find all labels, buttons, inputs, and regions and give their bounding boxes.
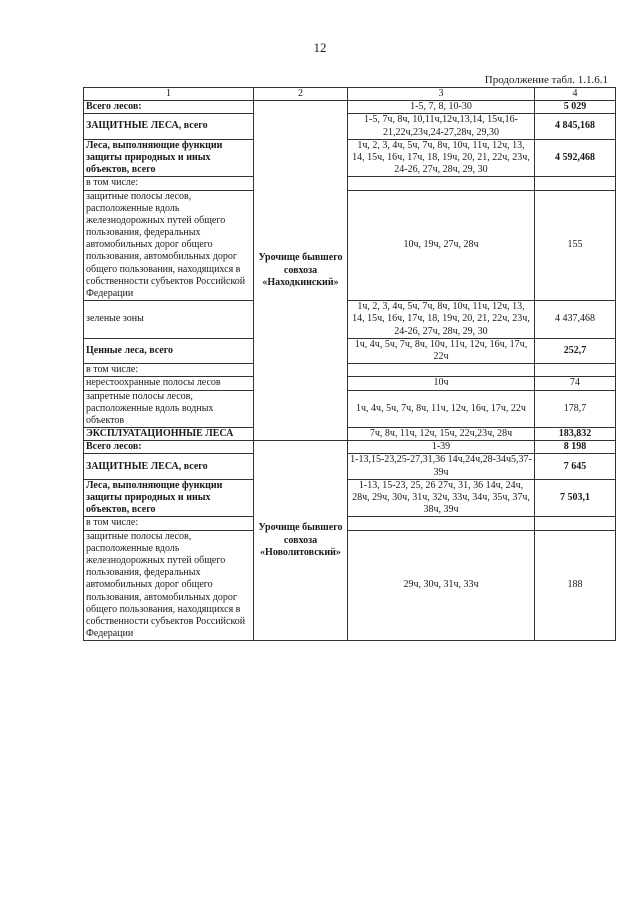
- quarters-cell: 29ч, 30ч, 31ч, 33ч: [348, 530, 535, 641]
- forest-category-cell: Ценные леса, всего: [84, 338, 254, 363]
- area-cell: 178,7: [535, 390, 616, 428]
- quarters-cell: 1ч, 4ч, 5ч, 7ч, 8ч, 10ч, 11ч, 12ч, 16ч, 17ч, 22ч: [348, 338, 535, 363]
- table-row: [84, 301, 616, 339]
- forest-category-cell: защитные полосы лесов, расположенные вдоль железнодорожных путей общего пользования, федеральных автомобильных дорог общего пользования, автомобильных дорог общего пользования, находящихся в собственности субъектов Российской Федерации: [84, 530, 254, 641]
- quarters-cell: [348, 517, 535, 530]
- area-cell: [535, 177, 616, 190]
- quarters-cell: 10ч, 19ч, 27ч, 28ч: [348, 190, 535, 301]
- quarters-cell: 1ч, 2, 3, 4ч, 5ч, 7ч, 8ч, 10ч, 11ч, 12ч, 13, 14, 15ч, 16ч, 17ч, 18, 19ч, 20, 21, 22ч, 23ч, 24-26, 27ч, 28ч, 29, 30: [348, 301, 535, 339]
- area-cell: 74: [535, 377, 616, 390]
- continuation-caption: Продолжение табл. 1.1.6.1: [484, 74, 608, 86]
- column-header: 4: [535, 88, 616, 101]
- table-row: [84, 454, 616, 479]
- table-row: [84, 479, 616, 517]
- table-row: [84, 101, 616, 114]
- table-row: [84, 177, 616, 190]
- forest-category-cell: запретные полосы лесов, расположенные вдоль водных объектов: [84, 390, 254, 428]
- forest-category-cell: Всего лесов:: [84, 441, 254, 454]
- table-row: [84, 114, 616, 139]
- table-row: [84, 428, 616, 441]
- area-cell: 252,7: [535, 338, 616, 363]
- table-row: [84, 377, 616, 390]
- table-row: [84, 190, 616, 301]
- quarters-cell: 1-39: [348, 441, 535, 454]
- forest-category-cell: нерестоохранные полосы лесов: [84, 377, 254, 390]
- table-row: [84, 364, 616, 377]
- quarters-cell: 7ч, 8ч, 11ч, 12ч, 15ч, 22ч,23ч, 28ч: [348, 428, 535, 441]
- forest-category-cell: ЗАЩИТНЫЕ ЛЕСА, всего: [84, 454, 254, 479]
- location-cell: Урочище бывшего совхоза «Новолитовский»: [254, 441, 348, 641]
- area-cell: [535, 517, 616, 530]
- quarters-cell: 1ч, 2, 3, 4ч, 5ч, 7ч, 8ч, 10ч, 11ч, 12ч, 13, 14, 15ч, 16ч, 17ч, 18, 19ч, 20, 21, 22ч, 23ч, 24-26, 27ч, 28ч, 29, 30: [348, 139, 535, 177]
- area-cell: 7 503,1: [535, 479, 616, 517]
- table-row: [84, 441, 616, 454]
- area-cell: 155: [535, 190, 616, 301]
- area-cell: 4 437,468: [535, 301, 616, 339]
- location-cell: Урочище бывшего совхоза «Находкинский»: [254, 101, 348, 441]
- page-number: 12: [313, 40, 327, 55]
- forest-category-cell: Леса, выполняющие функции защиты природных и иных объектов, всего: [84, 139, 254, 177]
- area-cell: [535, 364, 616, 377]
- forest-category-cell: в том числе:: [84, 177, 254, 190]
- area-cell: 8 198: [535, 441, 616, 454]
- area-cell: 188: [535, 530, 616, 641]
- quarters-cell: 1-13, 15-23, 25, 26 27ч, 31, 36 14ч, 24ч, 28ч, 29ч, 30ч, 31ч, 32ч, 33ч, 34ч, 35ч, 37ч, 38ч, 39ч: [348, 479, 535, 517]
- column-header: 1: [84, 88, 254, 101]
- area-cell: 7 645: [535, 454, 616, 479]
- forest-category-cell: ЭКСПЛУАТАЦИОННЫЕ ЛЕСА: [84, 428, 254, 441]
- forest-category-cell: зеленые зоны: [84, 301, 254, 339]
- table-row: [84, 530, 616, 641]
- quarters-cell: 1-5, 7, 8, 10-30: [348, 101, 535, 114]
- forest-table: [83, 87, 616, 641]
- column-header: 3: [348, 88, 535, 101]
- table-row: [84, 390, 616, 428]
- forest-category-cell: в том числе:: [84, 364, 254, 377]
- table-row: [84, 139, 616, 177]
- forest-category-cell: ЗАЩИТНЫЕ ЛЕСА, всего: [84, 114, 254, 139]
- quarters-cell: 10ч: [348, 377, 535, 390]
- column-header: 2: [254, 88, 348, 101]
- table-header: [84, 88, 616, 101]
- quarters-cell: 1ч, 4ч, 5ч, 7ч, 8ч, 11ч, 12ч, 16ч, 17ч, 22ч: [348, 390, 535, 428]
- table-row: [84, 517, 616, 530]
- area-cell: 4 592,468: [535, 139, 616, 177]
- quarters-cell: [348, 177, 535, 190]
- quarters-cell: 1-5, 7ч, 8ч, 10,11ч,12ч,13,14, 15ч,16-21,22ч,23ч,24-27,28ч, 29,30: [348, 114, 535, 139]
- forest-category-cell: защитные полосы лесов, расположенные вдоль железнодорожных путей общего пользования, федеральных автомобильных дорог общего пользования, автомобильных дорог общего пользования, находящихся в собственности субъектов Российской Федерации: [84, 190, 254, 301]
- table-body: [84, 101, 616, 641]
- forest-category-cell: в том числе:: [84, 517, 254, 530]
- forest-category-cell: Всего лесов:: [84, 101, 254, 114]
- quarters-cell: [348, 364, 535, 377]
- area-cell: 4 845,168: [535, 114, 616, 139]
- quarters-cell: 1-13,15-23,25-27,31,36 14ч,24ч,28-34ч5,37-39ч: [348, 454, 535, 479]
- area-cell: 183,832: [535, 428, 616, 441]
- forest-category-cell: Леса, выполняющие функции защиты природных и иных объектов, всего: [84, 479, 254, 517]
- table-row: [84, 338, 616, 363]
- area-cell: 5 029: [535, 101, 616, 114]
